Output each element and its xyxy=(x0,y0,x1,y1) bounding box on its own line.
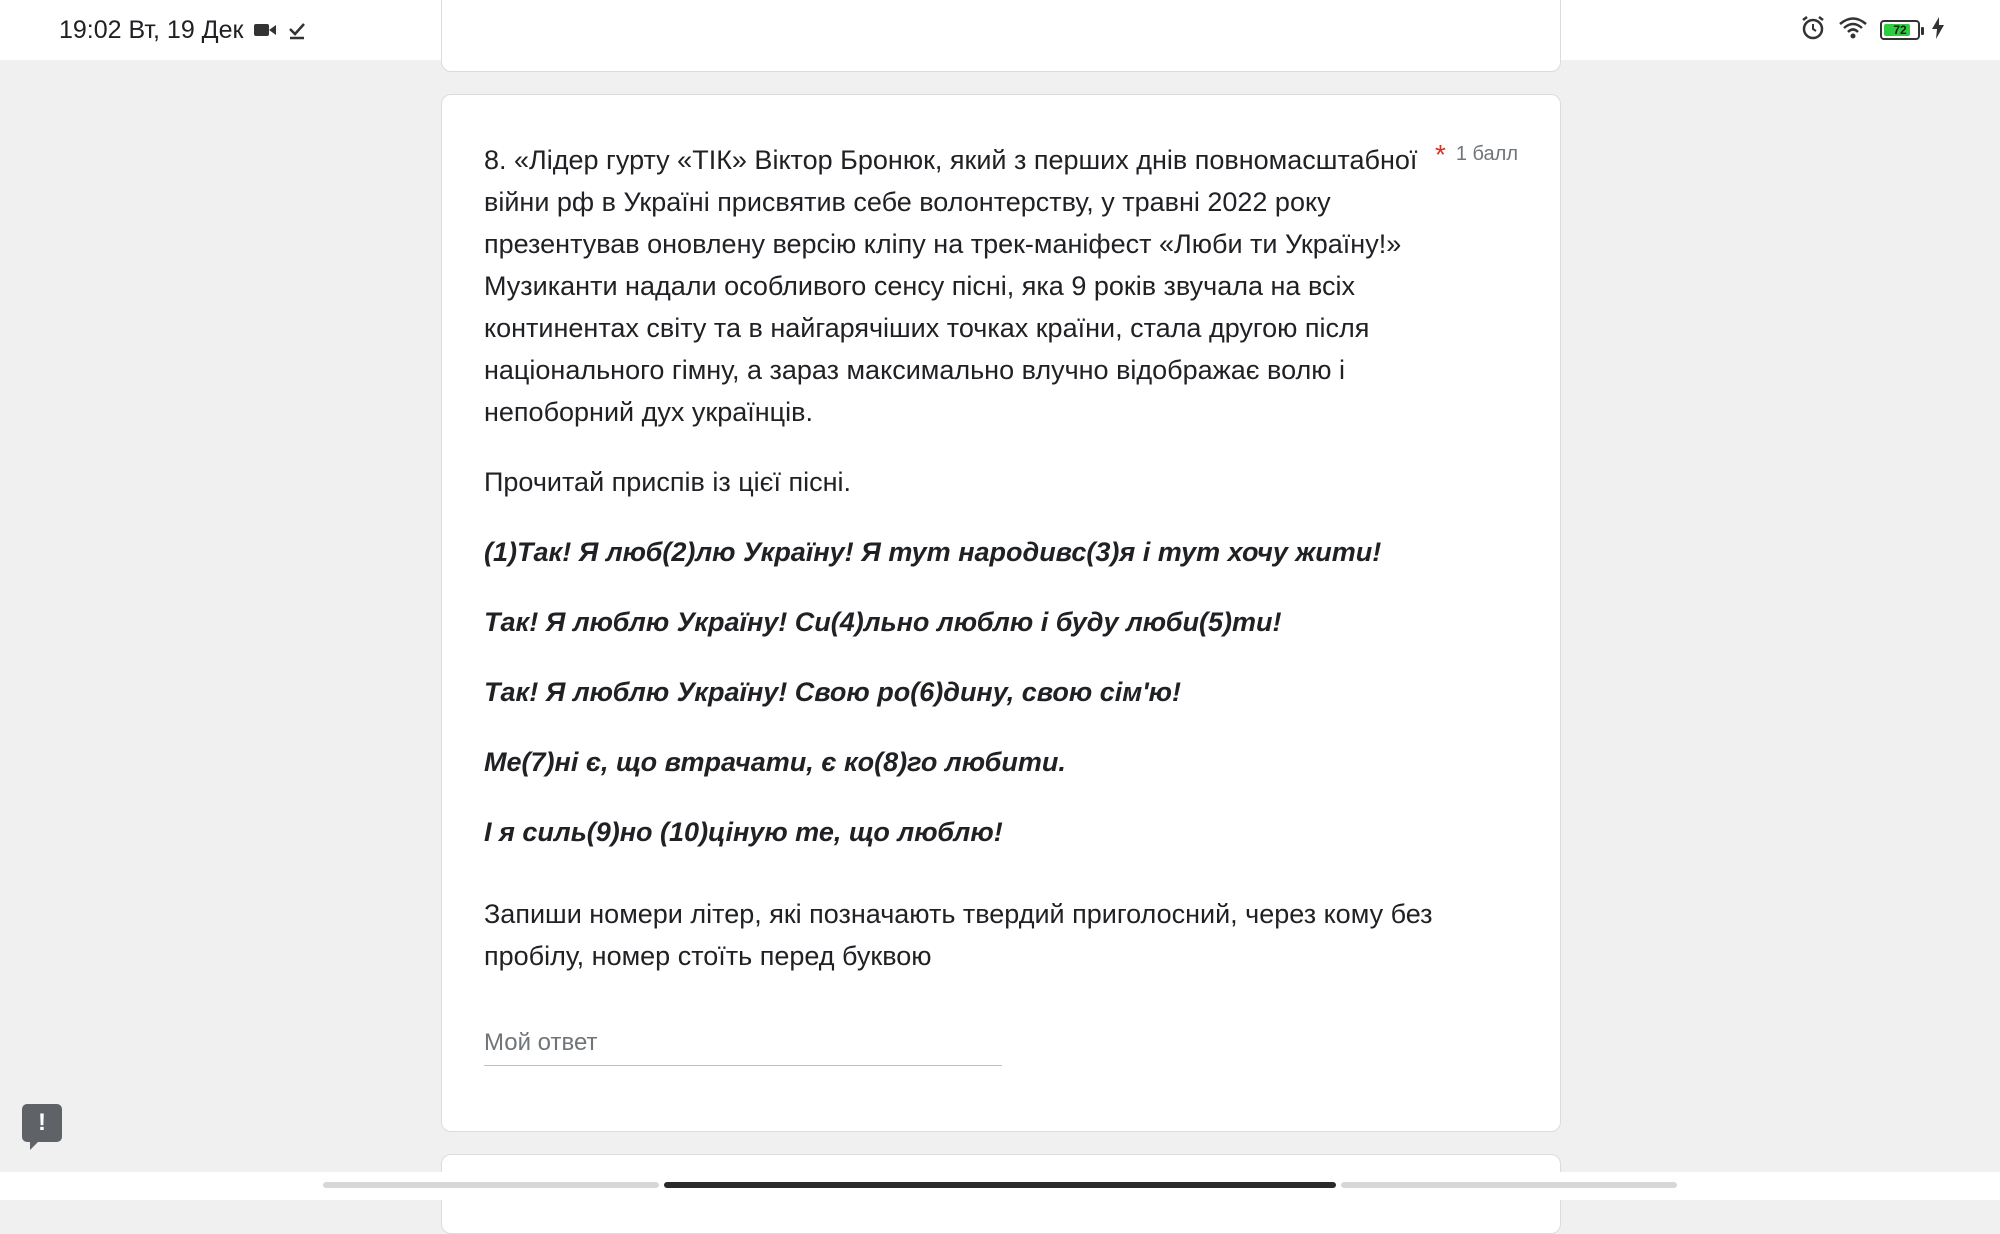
battery-level: 72 xyxy=(1893,23,1907,37)
tab-indicators xyxy=(0,1172,2000,1200)
report-feedback-icon[interactable]: ! xyxy=(22,1104,62,1142)
alarm-icon xyxy=(1800,15,1826,46)
lyric-line: Так! Я люблю Україну! Си(4)льно люблю і буду люби(5)ти! xyxy=(484,607,1282,637)
charging-icon xyxy=(1932,17,1944,44)
required-asterisk: * xyxy=(1434,138,1446,170)
question-intro: 8. «Лідер гурту «ТІК» Віктор Бронюк, який з перших днів повномасштабної війни рф в Україні присвятив себе волонтерству, у травні 2022 року презентував оновлену версію кліпу на трек-маніфест «Люби ти Україну!» Музиканти надали особливого сенсу пісні, яка 9 років звучала на всіх континентах світу та в найгарячіших точках країни, стала другою після національного гімну, а зараз максимально влучно відображає волю і непоборний дух українців. xyxy=(484,145,1418,427)
download-done-icon xyxy=(287,20,307,40)
previous-question-card xyxy=(441,0,1561,72)
lyric-line: Ме(7)ні є, що втрачати, є ко(8)го любити. xyxy=(484,747,1066,777)
tab-indicator-right[interactable] xyxy=(1341,1182,1677,1188)
answer-input[interactable]: Мой ответ xyxy=(484,1029,1002,1066)
status-left xyxy=(59,16,307,45)
status-time-date: 19:02 Вт, 19 Дек xyxy=(59,15,244,44)
wifi-icon xyxy=(1838,16,1868,45)
points-value: 1 балл xyxy=(1455,143,1518,165)
video-camera-icon xyxy=(253,21,277,39)
lyric-line: (1)Так! Я люб(2)лю Україну! Я тут народивс(3)я і тут хочу жити! xyxy=(484,537,1382,567)
question-card xyxy=(441,94,1561,1132)
battery-icon xyxy=(1880,20,1920,40)
lyric-line: І я силь(9)но (10)ціную те, що люблю! xyxy=(484,817,1003,847)
tab-indicator-active[interactable] xyxy=(664,1182,1336,1188)
question-body xyxy=(484,139,1484,977)
lyric-line: Так! Я люблю Україну! Свою ро(6)дину, свою сім'ю! xyxy=(484,677,1181,707)
read-prompt: Прочитай приспів із цієї пісні. xyxy=(484,467,851,497)
status-right xyxy=(1800,15,1944,46)
tab-indicator-left[interactable] xyxy=(323,1182,659,1188)
question-instruction: Запиши номери літер, які позначають твердий приголосний, через кому без пробілу, номер стоїть перед буквою xyxy=(484,899,1433,971)
